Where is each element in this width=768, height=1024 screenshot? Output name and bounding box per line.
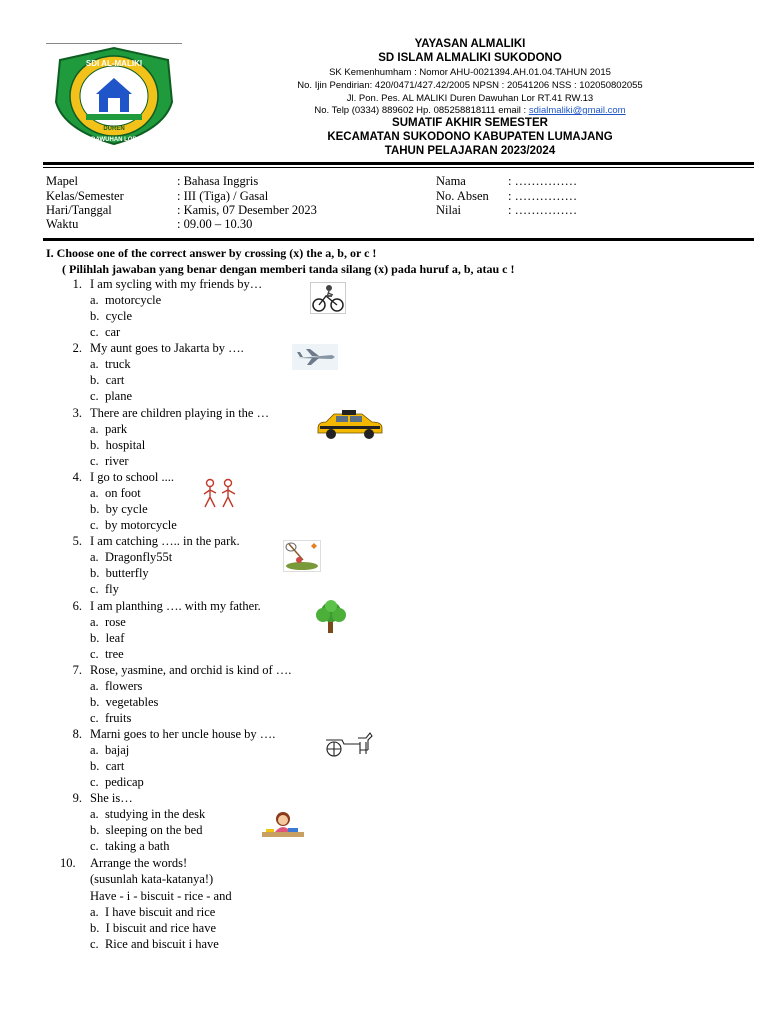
option-b[interactable]: b. cart [90,759,125,773]
option-b-text: butterfly [105,566,149,580]
contact-line [220,105,720,116]
option-c[interactable]: c. taking a bath [90,839,170,853]
option-b-text: hospital [105,438,146,452]
nama-field[interactable]: : …………… [508,174,578,188]
option-c-text: fly [104,582,119,596]
hari-label: Hari/Tanggal [46,203,112,217]
option-a-text: I have biscuit and rice [104,905,216,919]
option-b[interactable]: b. butterfly [90,566,149,580]
option-c-text: tree [104,647,124,661]
logo-text-bottom: DAWUHAN LOR [91,137,137,143]
option-b[interactable]: b. by cycle [90,502,148,516]
question-words: Have - i - biscuit - rice - and [90,889,232,903]
question-number: 7. [72,663,82,677]
waktu-value: : 09.00 – 10.30 [177,217,253,231]
question-number: 5. [72,534,82,548]
question-text: I am planthing …. with my father. [90,599,261,613]
question-number: 10. [60,856,76,870]
option-b[interactable]: b. vegetables [90,695,159,709]
info-rule-thick [43,238,754,241]
option-a[interactable]: a. truck [90,357,131,371]
email-link[interactable]: sdialmaliki@gmail.com [528,105,626,116]
option-b-text: leaf [105,631,125,645]
taxi-icon [314,408,384,440]
option-b[interactable]: b. leaf [90,631,125,645]
option-c-text: by motorcycle [104,518,177,532]
option-b-text: cart [105,373,125,387]
question-number: 6. [72,599,82,613]
question-number: 3. [72,406,82,420]
question-number: 2. [72,341,82,355]
option-a[interactable]: a. motorcycle [90,293,162,307]
hari-value: : Kamis, 07 Desember 2023 [177,203,317,217]
kelas-value: : III (Tiga) / Gasal [177,189,269,203]
district-title: KECAMATAN SUKODONO KABUPATEN LUMAJANG [327,131,613,143]
option-a-text: Dragonfly55t [104,550,173,564]
logo-text-mid: DUREN [103,126,125,132]
section-subtitle: ( Pilihlah jawaban yang benar dengan memberi tanda silang (x) pada huruf a, b, atau c ! [62,262,515,276]
school-name: SD ISLAM ALMALIKI SUKODONO [378,52,562,64]
section-title: I. Choose one of the correct answer by crossing (x) the a, b, or c ! [46,246,377,260]
option-b[interactable]: b. sleeping on the bed [90,823,203,837]
year-title: TAHUN PELAJARAN 2023/2024 [384,145,556,157]
option-a-text: park [104,422,128,436]
option-c-text: Rice and biscuit i have [104,937,219,951]
question-text: I am sycling with my friends by… [90,277,263,291]
header-rule-thin [43,167,754,168]
option-c[interactable]: c. river [90,454,129,468]
header-rule-thick [43,162,754,165]
option-a-text: motorcycle [104,293,162,307]
school-logo-frame [46,43,182,147]
option-c-text: car [104,325,121,339]
sk-number: SK Kemenhumham : Nomor AHU-0021394.AH.01.04.TAHUN 2015 [329,67,611,78]
option-a[interactable]: a. park [90,422,128,436]
nilai-field[interactable]: : …………… [508,203,578,217]
option-c[interactable]: c. by motorcycle [90,518,177,532]
option-c[interactable]: c. fruits [90,711,132,725]
logo-text-top: SDI AL-MALIKI [85,59,143,68]
option-b[interactable]: b. hospital [90,438,146,452]
tree-icon [313,600,349,634]
studying-girl-icon [258,808,308,844]
question-text: I am catching ….. in the park. [90,534,240,548]
contact-text: No. Telp (0334) 889602 Hp. 085258818111 email : [314,105,529,116]
question-text: Rose, yasmine, and orchid is kind of …. [90,663,292,677]
foundation-name: YAYASAN ALMALIKI [414,38,526,50]
option-c-text: pedicap [104,775,144,789]
option-c[interactable]: c. pedicap [90,775,144,789]
option-c-text: river [104,454,129,468]
nama-label: Nama [436,174,466,188]
question-text: I go to school .... [90,470,175,484]
option-c[interactable]: c. car [90,325,121,339]
option-a-text: on foot [104,486,141,500]
option-a-text: bajaj [104,743,130,757]
question-text: Arrange the words! [90,856,188,870]
option-b-text: I biscuit and rice have [105,921,216,935]
question-number: 4. [72,470,82,484]
question-text: She is… [90,791,133,805]
question-hint: (susunlah kata-katanya!) [90,872,214,886]
option-c[interactable]: c. plane [90,389,133,403]
question-text: Marni goes to her uncle house by …. [90,727,276,741]
absen-label: No. Absen [436,189,489,203]
mapel-label: Mapel [46,174,78,188]
option-b-text: cycle [105,309,132,323]
option-a[interactable]: a. bajaj [90,743,130,757]
option-c[interactable]: c. tree [90,647,124,661]
waktu-label: Waktu [46,217,79,231]
mapel-value: : Bahasa Inggris [177,174,259,188]
option-c[interactable]: c. Rice and biscuit i have [90,937,219,951]
absen-field[interactable]: : …………… [508,189,578,203]
cyclist-icon [310,282,346,314]
option-c-text: plane [104,389,133,403]
option-c-text: taking a bath [104,839,170,853]
walking-children-icon [200,477,240,509]
option-b-text: cart [105,759,125,773]
option-b-text: sleeping on the bed [105,823,203,837]
school-logo [46,44,182,147]
license-number: No. Ijin Pendirian: 420/0471/427.42/2005 NPSN : 20541206 NSS : 102050802055 [297,80,643,91]
option-b[interactable]: b. cycle [90,309,132,323]
option-b[interactable]: b. I biscuit and rice have [90,921,216,935]
option-a-text: flowers [104,679,143,693]
option-a-text: studying in the desk [104,807,206,821]
nilai-label: Nilai [436,203,461,217]
exam-title: SUMATIF AKHIR SEMESTER [392,117,548,129]
option-c[interactable]: c. fly [90,582,119,596]
option-b-text: by cycle [105,502,148,516]
option-a[interactable]: a. studying in the desk [90,807,206,821]
option-a-text: rose [104,615,126,629]
option-b[interactable]: b. cart [90,373,125,387]
question-text: There are children playing in the … [90,406,270,420]
question-number: 8. [72,727,82,741]
airplane-icon [292,344,338,370]
option-a[interactable]: a. on foot [90,486,141,500]
option-a[interactable]: a. flowers [90,679,143,693]
horse-cart-icon [322,728,376,758]
school-address: Jl. Pon. Pes. AL MALIKI Duren Dawuhan Lor RT.41 RW.13 [346,93,594,104]
option-c-text: fruits [104,711,132,725]
option-b-text: vegetables [105,695,159,709]
question-text: My aunt goes to Jakarta by …. [90,341,244,355]
kelas-label: Kelas/Semester [46,189,124,203]
option-a[interactable]: a. rose [90,615,126,629]
question-number: 9. [72,791,82,805]
option-a-text: truck [104,357,131,371]
butterfly-net-icon [283,540,321,572]
option-a[interactable]: a. I have biscuit and rice [90,905,216,919]
question-number: 1. [72,277,82,291]
option-a[interactable]: a. Dragonfly55t [90,550,173,564]
